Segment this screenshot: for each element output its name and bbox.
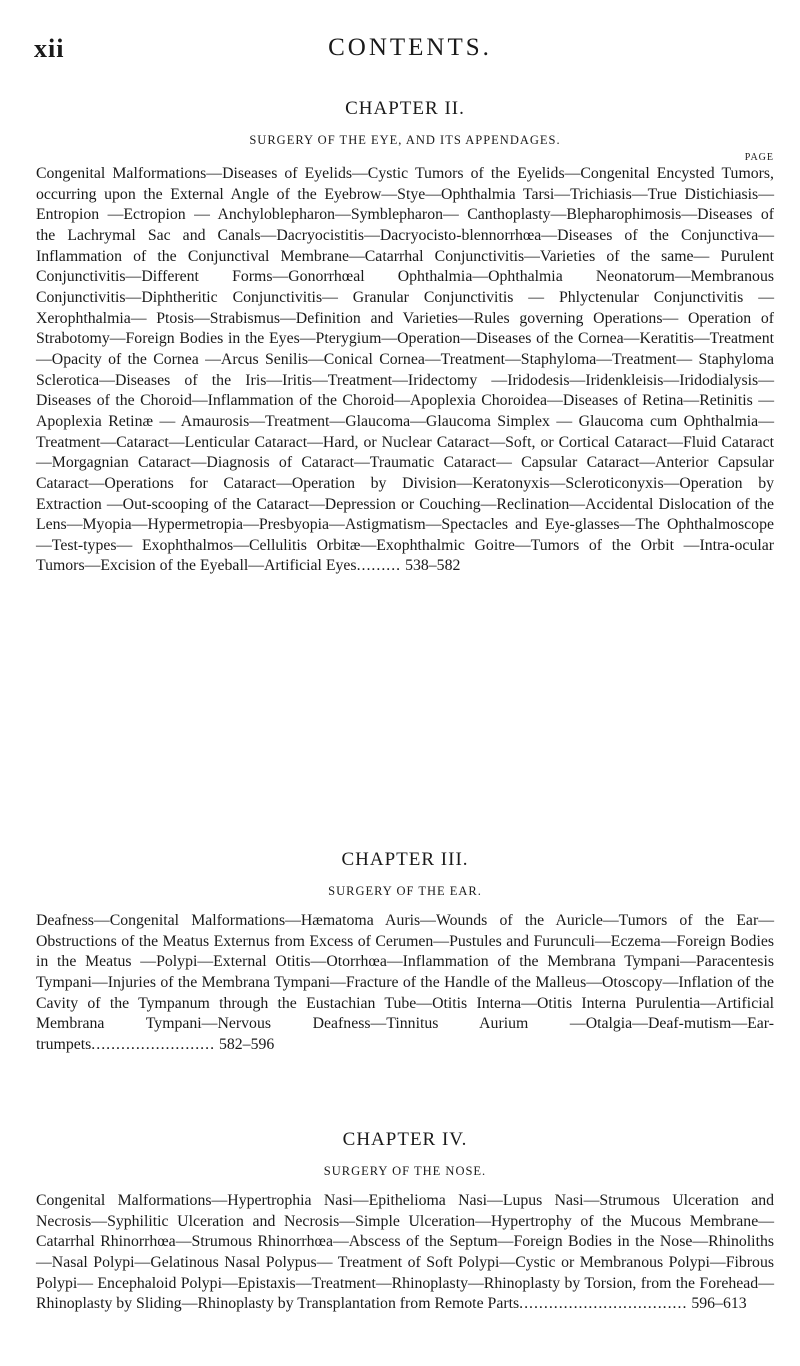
chapter-contents-text	[36, 164, 774, 577]
page-range: 596–613	[691, 1295, 747, 1313]
chapter-iii-entry	[36, 847, 774, 1056]
running-title: CONTENTS.	[328, 34, 492, 61]
chapter-topics: Congenital Malformations—Hypertrophia Nasi—Epithelioma Nasi—Lupus Nasi—Strumous Ulceration and Necrosis—Syphilitic Ulceration and Necrosis—Simple Ulceration—Hypertrophy of the Mucous Membrane—Catarrhal Rhinorrhœa—Strumous Rhinorrhœa—Abscess of the Septum—Foreign Bodies in the Nose—Rhinoliths—Nasal Polypi—Gelatinous Nasal Polypus— Treatment of Soft Polypi—Cystic or Membranous Polypi—Fibrous Polypi— Encephaloid Polypi—Epistaxis—Treatment—Rhinoplasty—Rhinoplasty by Torsion, from the Forehead—Rhinoplasty by Sliding—Rhinoplasty by Transplantation from Remote Parts	[36, 1192, 774, 1313]
page-column-label: PAGE	[744, 152, 774, 163]
page-number: xii	[34, 34, 65, 63]
chapter-subtitle: SURGERY OF THE EAR.	[328, 884, 482, 898]
dot-leader: .........................	[91, 1035, 216, 1053]
chapter-contents-text	[36, 911, 774, 1056]
chapter-title: CHAPTER IV.	[342, 1129, 468, 1150]
chapter-iv-entry	[36, 1127, 774, 1315]
page-range: 538–582	[405, 557, 461, 575]
chapter-topics: Deafness—Congenital Malformations—Hæmatoma Auris—Wounds of the Auricle—Tumors of the Ear—Obstructions of the Meatus Externus from Excess of Cerumen—Pustules and Furunculi—Eczema—Foreign Bodies in the Meatus —Polypi—External Otitis—Otorrhœa—Inflammation of the Membrana Tympani—Paracentesis Tympani—Injuries of the Membrana Tympani—Fracture of the Handle of the Malleus—Otoscopy—Inflation of the Cavity of the Tympanum through the Eustachian Tube—Otitis Interna—Otitis Interna Purulentia—Artificial Membrana Tympani—Nervous Deafness—Tinnitus Aurium —Otalgia—Deaf-mutism—Ear-trumpets	[36, 912, 774, 1053]
chapter-title: CHAPTER III.	[341, 849, 469, 870]
dot-leader: ..................................	[519, 1295, 688, 1313]
chapter-subtitle: SURGERY OF THE NOSE.	[323, 1164, 487, 1178]
chapter-topics: Congenital Malformations—Diseases of Eyelids—Cystic Tumors of the Eyelids—Congenital Encysted Tumors, occurring upon the External Angle of the Eyebrow—Stye—Ophthalmia Tarsi—Trichiasis—True Distichiasis—Entropion —Ectropion — Anchyloblepharon—Symblepharon— Canthoplasty—Blepharophimosis—Diseases of the Lachrymal Sac and Canals—Dacryocistitis—Dacryocisto-blennorrhœa—Diseases of the Conjunctiva—Inflammation of the Conjunctival Membrane—Catarrhal Conjunctivitis—Varieties of the same— Purulent Conjunctivitis—Different Forms—Gonorrhœal Ophthalmia—Ophthalmia Neonatorum—Membranous Conjunctivitis—Diphtheritic Conjunctivitis— Granular Conjunctivitis — Phlyctenular Conjunctivitis — Xerophthalmia— Ptosis—Strabismus—Definition and Varieties—Rules governing Operations— Operation of Strabotomy—Foreign Bodies in the Eyes—Pterygium—Operation—Diseases of the Cornea—Keratitis—Treatment—Opacity of the Cornea —Arcus Senilis—Conical Cornea—Treatment—Staphyloma—Treatment— Staphyloma Sclerotica—Diseases of the Iris—Iritis—Treatment—Iridectomy —Iridodesis—Iridenkleisis—Iridodialysis—Diseases of the Choroid—Inflammation of the Choroid—Apoplexia Choroidea—Diseases of Retina—Retinitis — Apoplexia Retinæ — Amaurosis—Treatment—Glaucoma—Glaucoma Simplex — Glaucoma cum Ophthalmia—Treatment—Cataract—Lenticular Cataract—Hard, or Nuclear Cataract—Soft, or Cortical Cataract—Fluid Cataract—Morgagnian Cataract—Diagnosis of Cataract—Traumatic Cataract— Capsular Cataract—Anterior Capsular Cataract—Operations for Cataract—Operation by Division—Keratonyxis—Scleroticonyxis—Operation by Extraction —Out-scooping of the Cataract—Depression or Couching—Reclination—Accidental Dislocation of the Lens—Myopia—Hypermetropia—Presbyopia—Astigmatism—Spectacles and Eye-glasses—The Ophthalmoscope—Test-types— Exophthalmos—Cellulitis Orbitæ—Exophthalmic Goitre—Tumors of the Orbit —Intra-ocular Tumors—Excision of the Eyeball—Artificial Eyes	[36, 165, 774, 575]
running-head	[34, 34, 770, 74]
chapter-subtitle: SURGERY OF THE EYE, AND ITS APPENDAGES.	[249, 133, 561, 147]
page-range: 582–596	[218, 1035, 275, 1053]
chapter-ii-entry	[36, 96, 774, 577]
chapter-contents-text	[36, 1191, 774, 1315]
chapter-title: CHAPTER II.	[345, 98, 465, 119]
dot-leader: .........	[356, 557, 402, 575]
